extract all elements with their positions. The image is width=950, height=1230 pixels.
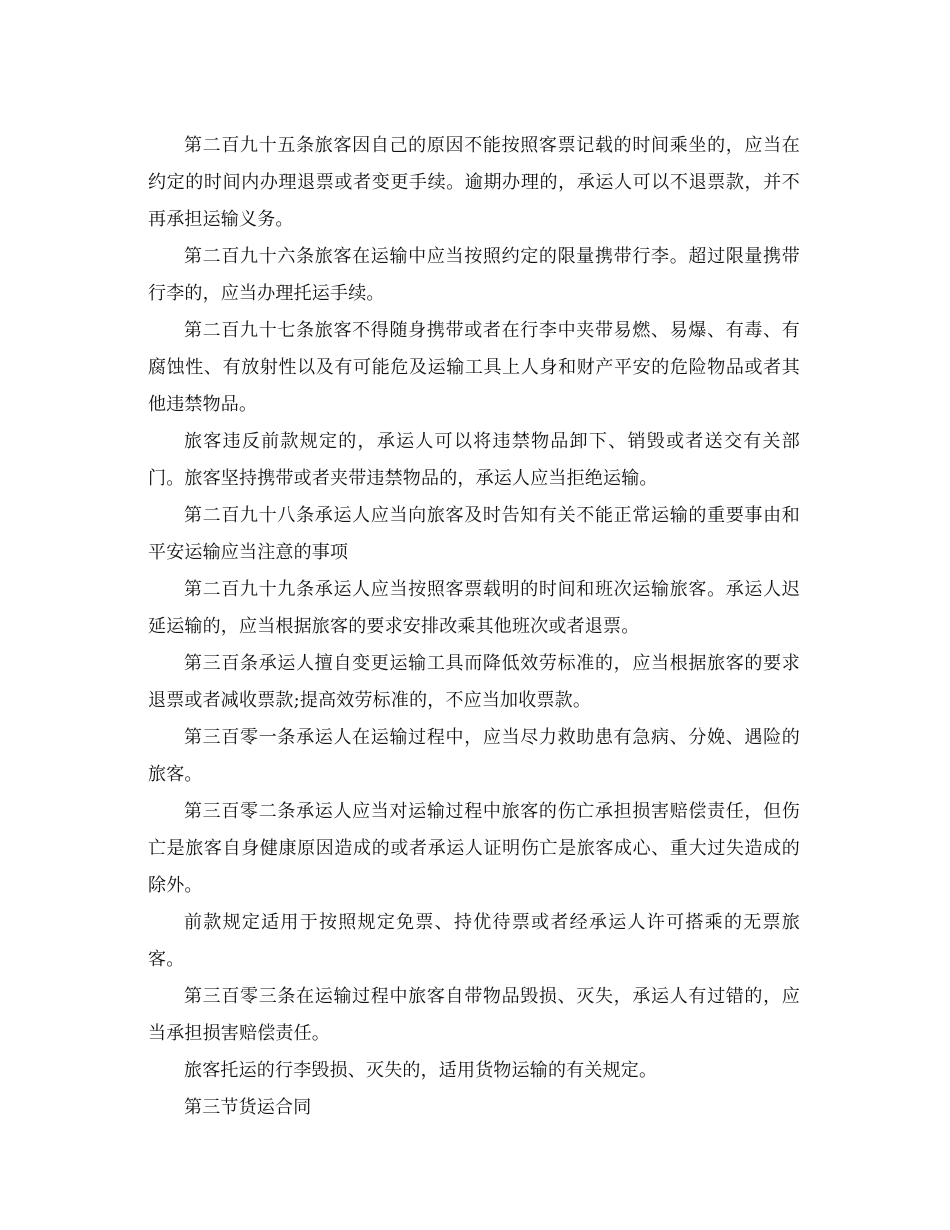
paragraph-article-295: 第二百九十五条旅客因自己的原因不能按照客票记载的时间乘坐的，应当在约定的时间内办理退票或者变更手续。逾期办理的，承运人可以不退票款，并不再承担运输义务。 [148, 135, 800, 230]
paragraph-article-298: 第二百九十八条承运人应当向旅客及时告知有关不能正常运输的重要事由和平安运输应当注意的事项 [148, 505, 800, 563]
paragraph-article-297-clause-2: 旅客违反前款规定的，承运人可以将违禁物品卸下、销毁或者送交有关部门。旅客坚持携带或者夹带违禁物品的，承运人应当拒绝运输。 [148, 431, 800, 489]
paragraph-article-302-clause-2: 前款规定适用于按照规定免票、持优待票或者经承运人许可搭乘的无票旅客。 [148, 912, 800, 970]
paragraph-article-300: 第三百条承运人擅自变更运输工具而降低效劳标准的，应当根据旅客的要求退票或者减收票款;提高效劳标准的，不应当加收票款。 [148, 653, 800, 711]
paragraph-article-299: 第二百九十九条承运人应当按照客票载明的时间和班次运输旅客。承运人迟延运输的，应当根据旅客的要求安排改乘其他班次或者退票。 [148, 579, 800, 637]
paragraph-article-303-clause-2: 旅客托运的行李毁损、灭失的，适用货物运输的有关规定。 [184, 1060, 658, 1081]
paragraph-article-301: 第三百零一条承运人在运输过程中，应当尽力救助患有急病、分娩、遇险的旅客。 [148, 727, 800, 785]
paragraph-article-303: 第三百零三条在运输过程中旅客自带物品毁损、灭失，承运人有过错的，应当承担损害赔偿责任。 [148, 986, 800, 1044]
paragraph-article-296: 第二百九十六条旅客在运输中应当按照约定的限量携带行李。超过限量携带行李的，应当办理托运手续。 [148, 246, 800, 304]
section-heading: 第三节货运合同 [184, 1097, 312, 1118]
document-body [148, 127, 800, 1126]
paragraph-article-297: 第二百九十七条旅客不得随身携带或者在行李中夹带易燃、易爆、有毒、有腐蚀性、有放射性以及有可能危及运输工具上人身和财产平安的危险物品或者其他违禁物品。 [148, 320, 800, 415]
paragraph-article-302: 第三百零二条承运人应当对运输过程中旅客的伤亡承担损害赔偿责任，但伤亡是旅客自身健康原因造成的或者承运人证明伤亡是旅客成心、重大过失造成的除外。 [148, 801, 800, 896]
